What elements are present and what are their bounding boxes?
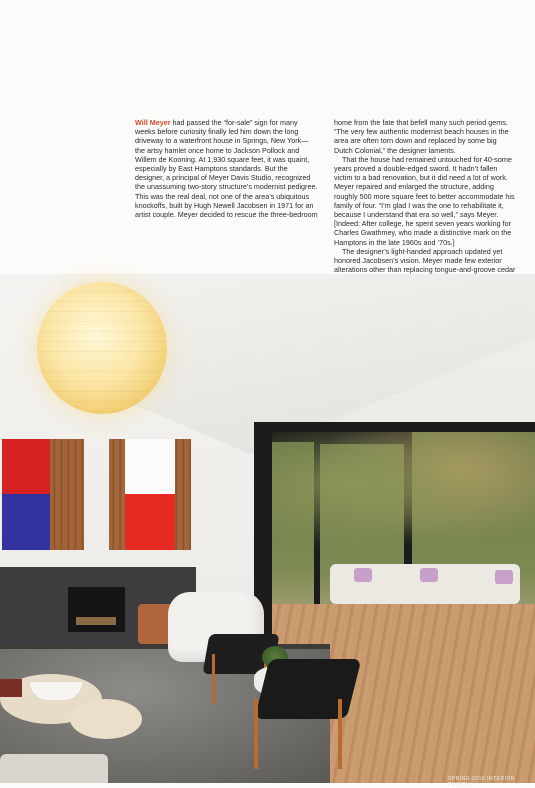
round-coffee-table (70, 699, 142, 739)
sling-chair-leg (254, 699, 258, 769)
sling-chair-seat (255, 659, 362, 719)
outdoor-pillow (420, 568, 438, 582)
sling-chair-leg (338, 699, 342, 769)
sling-chair-leg (212, 654, 215, 704)
artwork-white-red-wood (109, 439, 191, 550)
living-room-photo (0, 274, 535, 783)
byline-name: Will Meyer (135, 118, 171, 127)
pouf (0, 754, 108, 783)
fire-logs (76, 617, 116, 625)
outdoor-trees (272, 432, 535, 562)
firebox (68, 587, 125, 632)
outdoor-pillow (354, 568, 372, 582)
artwork-red-panel (2, 439, 50, 494)
artwork-white-panel (125, 439, 175, 494)
sling-chair (242, 659, 362, 779)
outdoor-pillow (495, 570, 513, 584)
article-column-left (135, 118, 318, 219)
page-folio: SPRING 2016 INTERIOR DESIGN (448, 776, 515, 788)
article-paragraph-text: The designer’s light-handed approach updated yet honored Jacobsen’s vision. Meyer made few exterior alterations other than replacing tongue-and-groove cedar (334, 246, 516, 275)
article-paragraph (135, 118, 318, 219)
paper-lantern-ribs (37, 282, 167, 414)
artwork-red-blue-wood (2, 439, 84, 550)
stacked-books (0, 679, 22, 697)
article-paragraph-text: had passed the “for-sale” sign for many weeks before curiosity finally led him down the long driveway to a waterfront house in Springs, New York—the artsy hamlet once home to Jackson Pollock and Willem de Kooning. At 1,930 square feet, it was quaint, especially by East Hamptons standards. But the designer, a principal of Meyer Davis Studio, recognized the unassuming two-story structure’s modernist pedigree. This was the real deal, not one of the area’s ubiquitous knockoffs, built by Hugh Newell Jacobsen in 1971 for an artist couple. Meyer decided to rescue the three-bedroom (135, 118, 318, 220)
artwork-wood-panel (50, 439, 84, 550)
article-paragraph: home from the fate that befell many such period gems. “The very few authentic modernist beach houses in the area are often torn down and replaced by some big Dutch Colonial,” the designer laments. (334, 118, 509, 155)
artwork-red-panel (125, 494, 175, 550)
article-paragraph: That the house had remained untouched for 40-some years proved a double-edged sword. It hadn’t fallen victim to a bad renovation, but it did need a lot of work. Meyer repaired and enlarged the structure, adding roughly 500 more square feet to better accommodate his family of four. “I’m glad I was the one to rehabilitate it, because I understand that era so well,” says Meyer. [Indeed: After college, he spent seven years working for Charles Gwathmey, who made a distinctive mark on the Hamptons in the late 1960s and ’70s.] (334, 154, 515, 247)
outdoor-sofa (330, 564, 520, 604)
artwork-blue-panel (2, 494, 50, 550)
